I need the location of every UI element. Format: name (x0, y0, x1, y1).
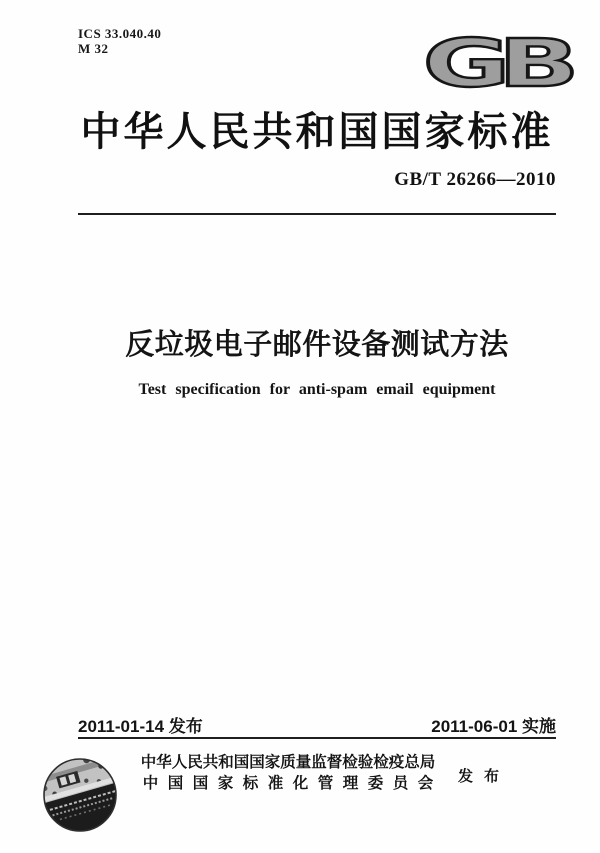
ics-code: ICS 33.040.40 (78, 26, 162, 41)
ics-classification (78, 26, 161, 56)
publish-label: 发布 (458, 768, 511, 785)
document-title-en: Test specification for anti-spam email equipment (138, 381, 496, 398)
divider-top (78, 213, 556, 215)
gb-logo-icon (413, 28, 579, 98)
seal-stamp-icon (42, 757, 118, 833)
gb-logo-text: GB (422, 28, 567, 98)
document-title-cn: 反垃圾电子邮件设备测试方法 (125, 329, 509, 361)
issuer-secondary: 中国国家标准化管理委员会 (142, 775, 443, 792)
dates-row (78, 712, 556, 737)
doc-class-code: M 32 (78, 41, 109, 56)
issuer-block (140, 752, 443, 794)
header-title: 中华人民共和国国家标准 (80, 109, 554, 154)
divider-bottom (78, 737, 556, 739)
implement-date: 2011-06-01 实施 (431, 717, 556, 736)
issue-date: 2011-01-14 发布 (78, 717, 203, 736)
issuer-primary: 中华人民共和国国家质量监督检验检疫总局 (140, 754, 436, 771)
standard-number: GB/T 26266—2010 (394, 169, 556, 190)
